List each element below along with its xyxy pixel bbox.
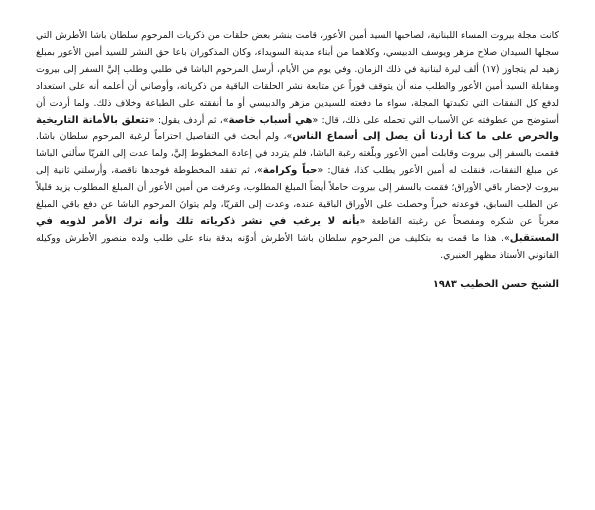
quote-bold: بأنه لا يرغب في نشر ذكرياته تلك وأنه ترك الأمر لذويه في المستقبل [36, 215, 559, 244]
quote-bold: هي أسباب خاصة [228, 114, 313, 126]
text-run: ». هذا ما قمت به بتكليف من المرحوم سلطان باشا الأطرش أدوّنه بدقة بناء على طلب ولده منصور الأطرش ووكيله القانوني الأستاذ مظهر العنبري. [36, 232, 559, 261]
document-page [36, 28, 559, 290]
text-run: كانت مجلة بيروت المساء اللبنانية، لصاحبها السيد أمين الأعور، قامت بنشر بعض حلقات من ذكريات المرحوم سلطان باشا الأطرش التي سجلها السيدان صلاح مزهر ويوسف الدبيسي، وكلاهما من أبناء مدينة السويداء، وكان المذكوران باعا حق النشر للسيد أمين الأعور بمبلغ زهيد لم يتجاوز (١٧) ألف ليرة لبنانية في ذلك الزمان. وفي يوم من الأيام، أرسل المرحوم الباشا في طلبي وطلب إليَّ السفر إلى بيروت ومقابلة السيد أمين الأعور والطلب منه أن يتوقف فوراً عن متابعة نشر الحلقات الباقية من ذكرياته، وأوصاني أن أعلمه أنه على استعداد لدفع كل النفقات التي تكبدتها المجلة، سواء ما دفعته للسيدين مزهر والدبيسي أو ما أنفقته على الطباعة وخلاف ذلك. ولما أردت أن أستوضح من عطوفته عن الأسباب التي تحمله على ذلك، قال: « [36, 30, 559, 126]
signature: الشيخ حسن الخطيب ١٩٨٣ [432, 278, 559, 290]
text-run: »، ولم أبحث في التفاصيل احتراماً لرغبة المرحوم سلطان باشا. فقمت بالسفر إلى بيروت وقابلت أمين الأعور وبلّغته رغبة الباشا، فلم يتردد في إعادة المخطوط إليَّ، ولما عدت إلى القريّا سألني الباشا عن مبلغ النفقات، فنقلت له أمين الأعور يطلب كذا، فقال: « [36, 131, 559, 177]
text-run: »، ثم تفقد المخطوطة فوجدها ناقصة، وأرسلني ثانية إلى بيروت لإحضار باقي الأوراق؛ فقمت بالسفر إلى بيروت حاملاً أيضاً المبلغ المطلوب، وعرفت من أمين الأعور أن المبلغ المطلوب يزيد قليلاً عن الطلب السابق، فوعدته خيراً وحصلت على الأوراق الباقية عنده، وعدت إلى القريّا، ولم يتوانَ المرحوم الباشا عن دفع باقي المبلغ معرباً عن شكره ومفصحاً عن رغبته القاطعة « [36, 165, 559, 227]
quote-bold: حباً وكرامة [262, 165, 318, 177]
body-paragraph [36, 28, 559, 265]
quote-bold: تتعلق بالأمانة التاريخية والحرص على ما كنا أردنا أن يصل إلى أسماع الناس [36, 114, 559, 143]
text-run: »، ثم أردف يقول: « [148, 114, 229, 126]
